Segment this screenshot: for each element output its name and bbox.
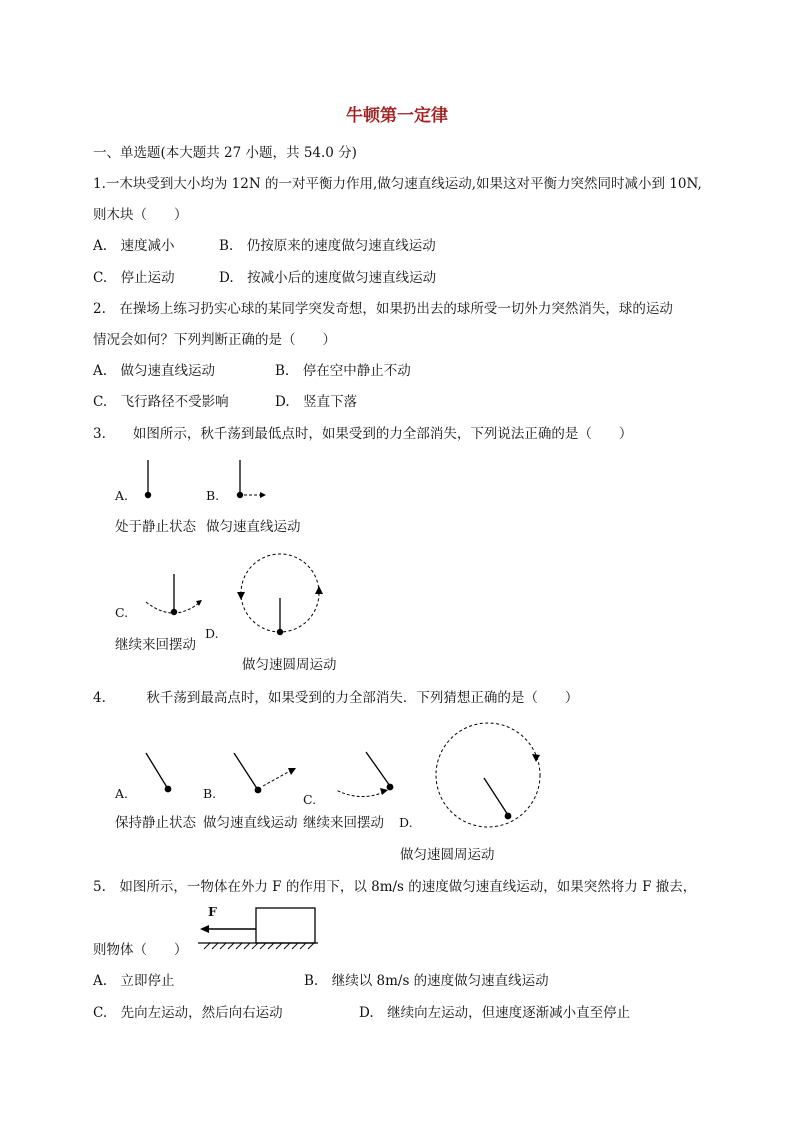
q4-stem: 4. 秋千荡到最高点时，如果受到的力全部消失．下列猜想正确的是（ ） <box>93 690 579 706</box>
q2-option-d: D. 竖直下落 <box>275 394 358 410</box>
q4-pendulum-still-figure <box>140 750 176 796</box>
q5-option-d: D. 继续向左运动，但速度逐渐减小直至停止 <box>359 1005 631 1021</box>
q4-pendulum-swing-figure <box>328 750 400 802</box>
q3-option-b-letter: B. <box>206 488 220 503</box>
q5-stem-line2: 则物体（ ） <box>93 942 188 958</box>
q4-pendulum-circle-figure <box>430 722 546 830</box>
q5-option-c: C. 先向左运动，然后向右运动 <box>93 1005 283 1021</box>
q2-option-b: B. 停在空中静止不动 <box>275 363 411 379</box>
q2-stem-line1: 2. 在操场上练习扔实心球的某同学突发奇想，如果扔出去的球所受一切外力突然消失，球的运动 <box>93 301 673 317</box>
q3-option-a-caption: 处于静止状态 <box>115 519 196 535</box>
q5-stem: 5. 如图所示，一物体在外力 F 的作用下，以 8m/s 的速度做匀速直线运动，如果突然将力 F 撤去， <box>93 879 697 895</box>
q1-stem-line2: 则木块（ ） <box>93 207 188 223</box>
q2-option-a: A. 做匀速直线运动 <box>93 363 216 379</box>
q2-option-c: C. 飞行路径不受影响 <box>93 394 229 410</box>
q4-option-b-caption: 做匀速直线运动 <box>203 815 298 831</box>
page-title: 牛顿第一定律 <box>346 106 448 126</box>
q3-option-d-caption: 做匀速圆周运动 <box>242 657 337 673</box>
q3-pendulum-straight-figure <box>232 458 272 502</box>
q3-option-b-caption: 做匀速直线运动 <box>206 519 301 535</box>
q1-option-b: B. 仍按原来的速度做匀速直线运动 <box>219 238 436 254</box>
q4-option-c-caption: 继续来回摆动 <box>303 815 384 831</box>
q4-pendulum-straight-figure <box>228 750 300 796</box>
q1-option-d: D. 按减小后的速度做匀速直线运动 <box>219 270 437 286</box>
q1-option-c: C. 停止运动 <box>93 270 175 286</box>
q3-pendulum-circle-figure <box>234 554 324 636</box>
q2-stem-line2: 情况会如何？下列判断正确的是（ ） <box>93 332 336 348</box>
q3-pendulum-swing-figure <box>140 572 206 618</box>
q4-option-d-caption: 做匀速圆周运动 <box>400 847 495 863</box>
q3-pendulum-still-figure <box>138 458 162 502</box>
q3-option-d-letter: D. <box>205 626 219 641</box>
q4-option-a-caption: 保持静止状态 <box>115 815 196 831</box>
q5-force-label: F <box>208 904 217 919</box>
q4-option-b-letter: B. <box>203 786 217 801</box>
q3-stem: 3. 如图所示，秋千荡到最低点时，如果受到的力全部消失，下列说法正确的是（ ） <box>93 426 633 442</box>
q1-option-a: A. 速度减小 <box>93 238 175 254</box>
q4-option-c-letter: C. <box>303 792 317 807</box>
q4-option-d-letter: D. <box>399 815 413 830</box>
q3-option-c-caption: 继续来回摆动 <box>115 637 196 653</box>
section-header: 一、单选题(本大题共 27 小题，共 54.0 分) <box>93 145 357 161</box>
q3-option-a-letter: A. <box>115 488 129 503</box>
q5-option-b: B. 继续以 8m/s 的速度做匀速直线运动 <box>304 973 549 989</box>
q5-option-a: A. 立即停止 <box>93 973 175 989</box>
q1-stem-line1: 1.一木块受到大小均为 12N 的一对平衡力作用,做匀速直线运动,如果这对平衡力突然同时减小到 10N, <box>93 176 702 192</box>
q4-option-a-letter: A. <box>115 786 129 801</box>
q3-option-c-letter: C. <box>115 605 129 620</box>
